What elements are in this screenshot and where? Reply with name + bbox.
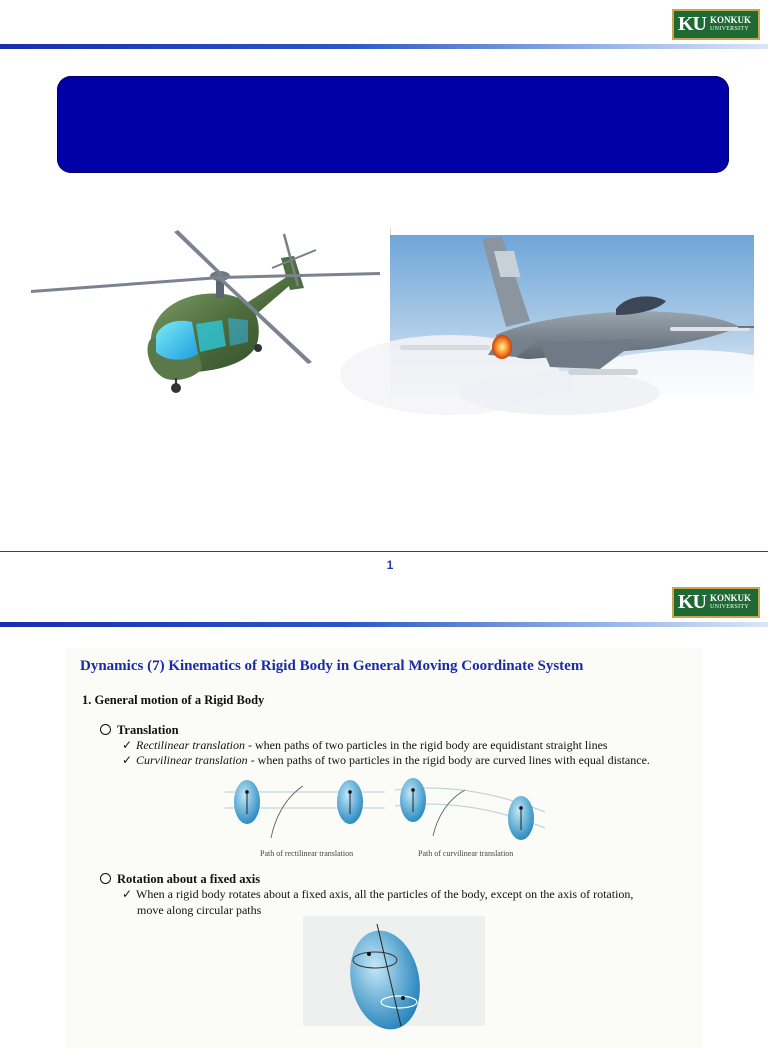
logo-mark: KU	[678, 591, 706, 613]
checkmark-icon: ✓	[122, 753, 133, 767]
footer-rule	[0, 551, 768, 552]
caption-rectilinear: Path of rectilinear translation	[260, 849, 354, 858]
checkmark-icon: ✓	[122, 738, 133, 752]
translation-diagram	[225, 778, 555, 848]
caption-curvilinear: Path of curvilinear translation	[418, 849, 514, 858]
checkmark-icon: ✓	[122, 887, 133, 901]
translation-heading: Translation	[100, 723, 179, 738]
konkuk-logo	[672, 9, 760, 40]
logo-line1: KONKUK	[710, 592, 752, 603]
page-number: 1	[386, 558, 394, 572]
section-heading: 1. General motion of a Rigid Body	[82, 693, 265, 707]
fighter-jet-image	[390, 235, 754, 395]
logo-mark: KU	[678, 13, 706, 35]
header-rule	[0, 622, 768, 627]
slide-2	[0, 578, 768, 1024]
header-rule	[0, 44, 768, 49]
curvilinear-item: ✓ Curvilinear translation - when paths of two particles in the rigid body are curved lines with equal distance.	[122, 753, 650, 767]
circle-bullet-icon	[100, 724, 111, 735]
rotation-heading: Rotation about a fixed axis	[100, 872, 260, 887]
slide-title: Dynamics (7) Kinematics of Rigid Body in General Moving Coordinate System	[80, 658, 584, 674]
circle-bullet-icon	[100, 873, 111, 884]
logo-line2: UNIVERSITY	[710, 25, 749, 32]
helicopter-image	[26, 228, 386, 400]
logo-line1: KONKUK	[710, 14, 752, 25]
rotation-diagram	[303, 916, 485, 1026]
title-banner	[57, 76, 729, 173]
rotation-item-cont: move along circular paths	[137, 903, 262, 917]
rotation-item: ✓ When a rigid body rotates about a fixed axis, all the particles of the body, except on the axis of rotation,	[122, 887, 634, 901]
logo-line2: UNIVERSITY	[710, 603, 749, 610]
konkuk-logo	[672, 587, 760, 618]
rectilinear-item: ✓ Rectilinear translation - when paths of two particles in the rigid body are equidistant straight lines	[122, 738, 608, 752]
